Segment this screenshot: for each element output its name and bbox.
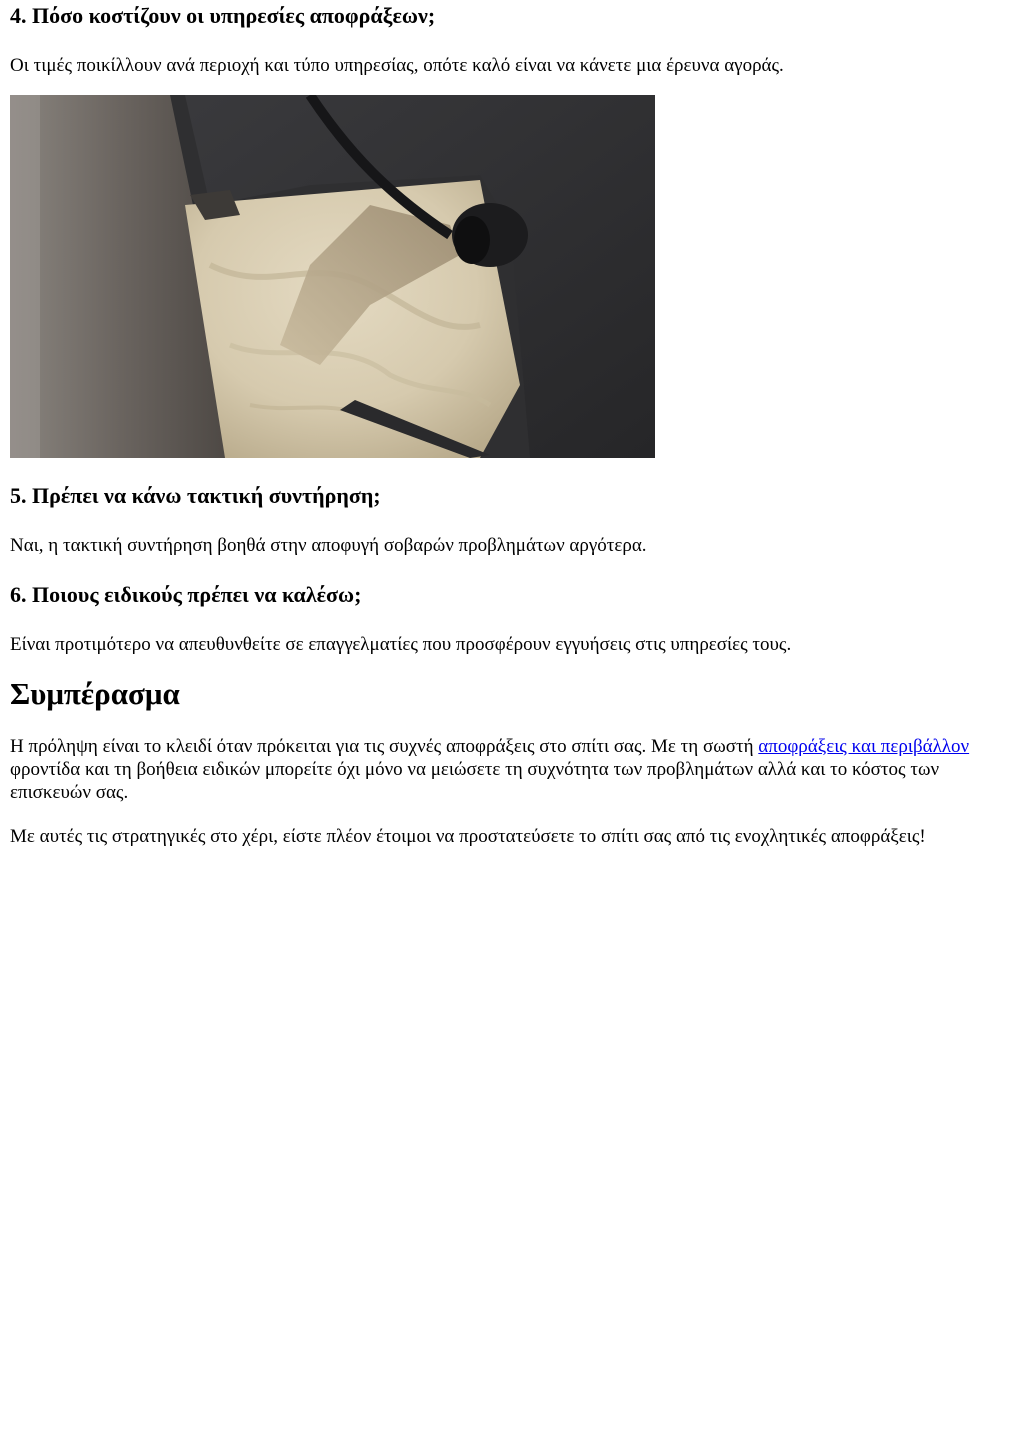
- faq-answer-experts: Είναι προτιμότερο να απευθυνθείτε σε επαγγελματίες που προσφέρουν εγγυήσεις στις υπηρεσίες τους.: [10, 634, 792, 655]
- conclusion-text-start: Η πρόληψη είναι το κλειδί όταν πρόκειται για τις συχνές αποφράξεις στο σπίτι σας. Με τη σωστή: [10, 736, 759, 757]
- conclusion-text-end: φροντίδα και τη βοήθεια ειδικών μπορείτε όχι μόνο να μειώσετε τη συχνότητα των προβλημάτων αλλά και το κόστος των επισκευών σας.: [10, 759, 940, 803]
- conclusion-heading: Συμπέρασμα: [10, 676, 180, 711]
- faq-answer-cost: Οι τιμές ποικίλλουν ανά περιοχή και τύπο υπηρεσίας, οπότε καλό είναι να κάνετε μια έρευνα αγοράς.: [10, 55, 784, 76]
- faq-heading-maintenance: 5. Πρέπει να κάνω τακτική συντήρηση;: [10, 483, 381, 508]
- faq-heading-experts: 6. Ποιους ειδικούς πρέπει να καλέσω;: [10, 582, 362, 607]
- drain-environment-link[interactable]: αποφράξεις και περιβάλλον: [758, 736, 970, 757]
- drain-photo: [10, 95, 655, 458]
- faq-heading-cost: 4. Πόσο κοστίζουν οι υπηρεσίες αποφράξεων;: [10, 3, 436, 28]
- conclusion-paragraph: [10, 735, 1014, 804]
- closing-paragraph: Με αυτές τις στρατηγικές στο χέρι, είστε πλέον έτοιμοι να προστατεύσετε το σπίτι σας από τις ενοχλητικές αποφράξεις!: [10, 826, 926, 847]
- faq-answer-maintenance: Ναι, η τακτική συντήρηση βοηθά στην αποφυγή σοβαρών προβλημάτων αργότερα.: [10, 535, 647, 556]
